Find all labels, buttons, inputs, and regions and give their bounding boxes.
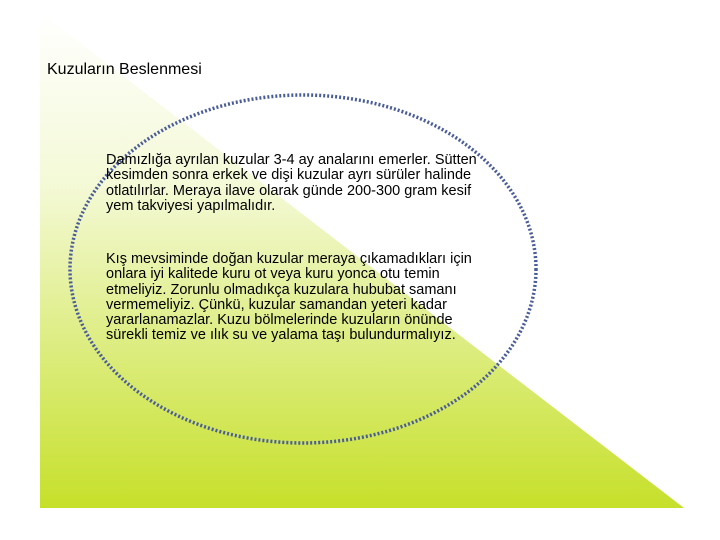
paragraph-weaning: Damızlığa ayrılan kuzular 3-4 ay analarını emerler. Sütten kesimden sonra erkek ve dişi kuzular ayrı sürüler halinde otlatılırlar. Meraya ilave olarak günde 200-300 gram kesif yem takviyesi yapılmalıdır. xyxy=(106,152,477,214)
slide-title: Kuzuların Beslenmesi xyxy=(47,61,202,78)
paragraph-winter-feeding: Kış mevsiminde doğan kuzular meraya çıkamadıkları için onlara iyi kalitede kuru ot veya kuru yonca otu temin etmeliyiz. Zorunlu olmadıkça kuzulara hububat samanı vermemeliyiz. Çünkü, kuzular samandan yeteri kadar yararlanamazlar. Kuzu bölmelerinde kuzuların önünde sürekli temiz ve ılık su ve yalama taşı bulundurmalıyız. xyxy=(106,251,472,344)
